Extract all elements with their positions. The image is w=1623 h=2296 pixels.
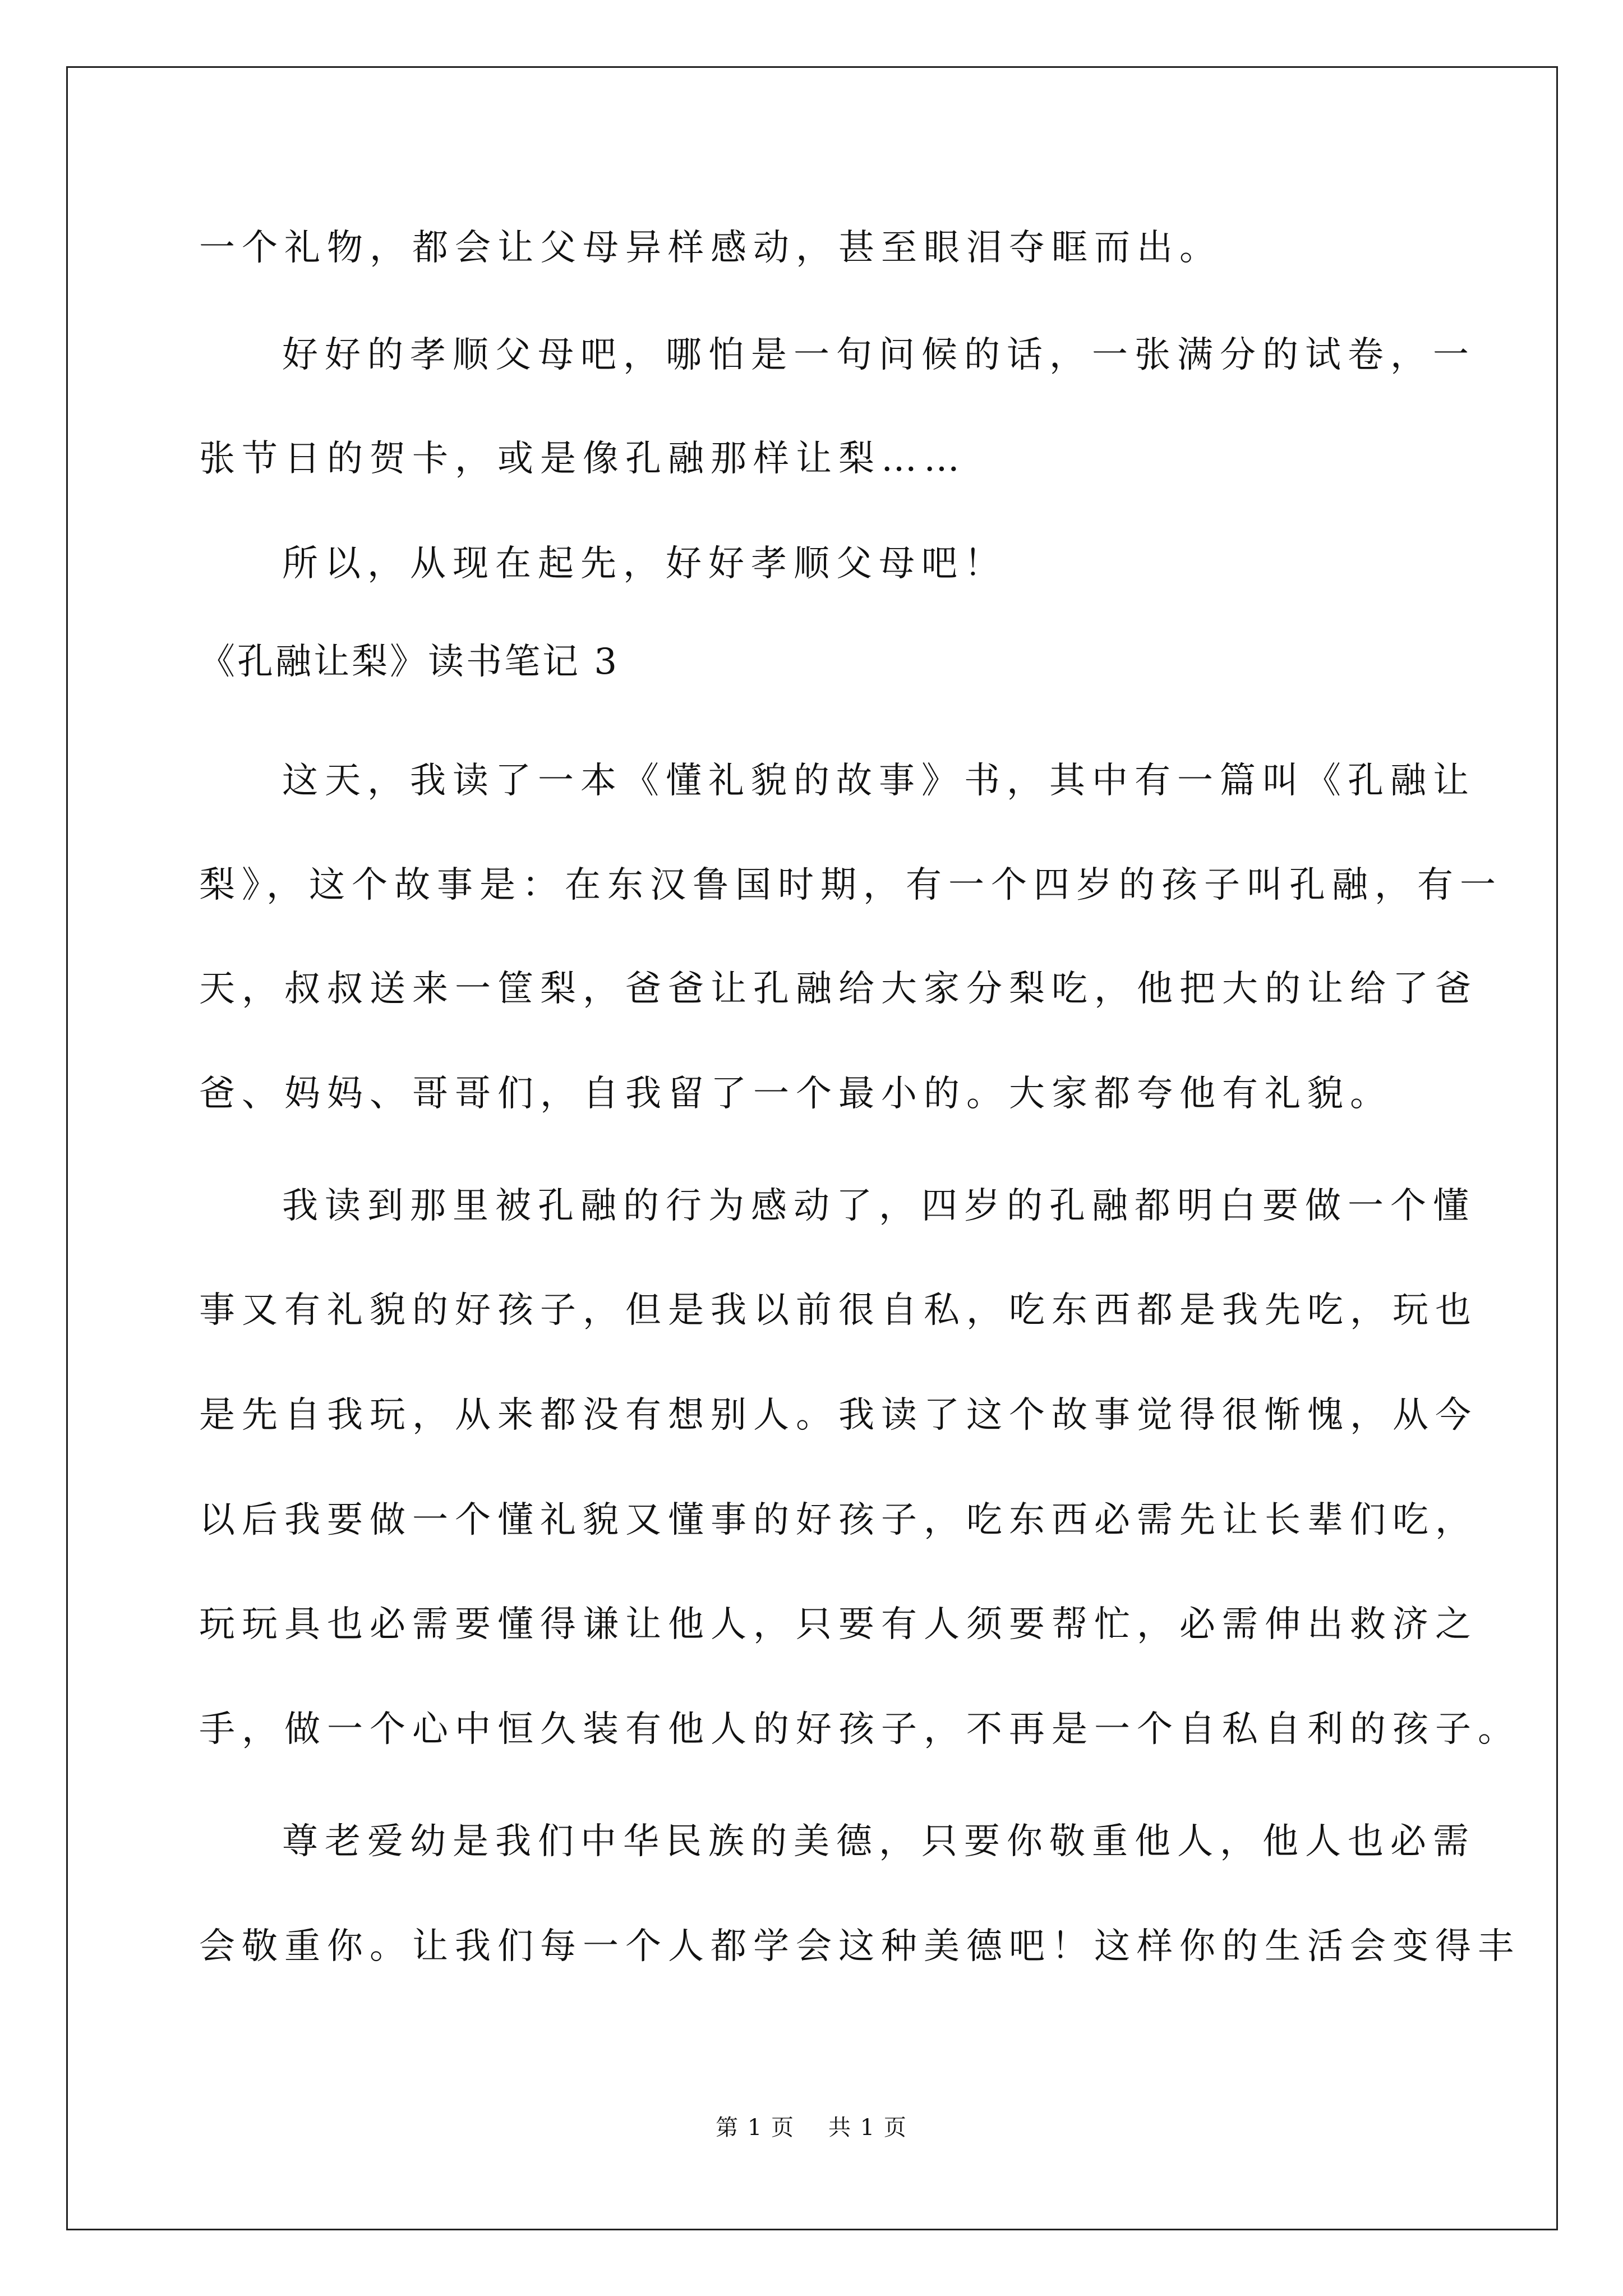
paragraph-line: 这天，我读了一本《懂礼貌的故事》书，其中有一篇叫《孔融让 — [282, 760, 1476, 802]
section-heading: 《孔融让梨》读书笔记 3 — [199, 641, 620, 683]
page-footer — [0, 2114, 1623, 2142]
paragraph-line: 事又有礼貌的好孩子，但是我以前很自私，吃东西都是我先吃，玩也 — [199, 1290, 1478, 1331]
paragraph-line: 天，叔叔送来一筐梨，爸爸让孔融给大家分梨吃，他把大的让给了爸 — [199, 968, 1478, 1010]
paragraph-line: 手，做一个心中恒久装有他人的好孩子，不再是一个自私自利的孩子。 — [199, 1709, 1520, 1750]
paragraph-line: 玩玩具也必需要懂得谦让他人，只要有人须要帮忙，必需伸出救济之 — [199, 1604, 1478, 1645]
paragraph-line: 一个礼物，都会让父母异样感动，甚至眼泪夺眶而出。 — [199, 227, 1222, 269]
paragraph-line: 以后我要做一个懂礼貌又懂事的好孩子，吃东西必需先让长辈们吃， — [199, 1499, 1478, 1541]
page-number: 第 1 页 — [716, 2115, 795, 2141]
paragraph-line: 爸、妈妈、哥哥们，自我留了一个最小的。大家都夸他有礼貌。 — [199, 1073, 1393, 1115]
paragraph-line: 我读到那里被孔融的行为感动了，四岁的孔融都明白要做一个懂 — [282, 1185, 1476, 1227]
paragraph-line: 张节日的贺卡，或是像孔融那样让梨…… — [199, 438, 966, 480]
paragraph-line: 尊老爱幼是我们中华民族的美德，只要你敬重他人，他人也必需 — [282, 1821, 1476, 1862]
paragraph-line: 好好的孝顺父母吧，哪怕是一句问候的话，一张满分的试卷，一 — [282, 334, 1476, 376]
paragraph-line: 所以，从现在起先，好好孝顺父母吧！ — [282, 543, 1007, 585]
paragraph-line: 是先自我玩，从来都没有想别人。我读了这个故事觉得很惭愧，从今 — [199, 1395, 1478, 1436]
paragraph-line: 会敬重你。让我们每一个人都学会这种美德吧！这样你的生活会变得丰 — [199, 1926, 1520, 1967]
paragraph-line: 梨》，这个故事是：在东汉鲁国时期，有一个四岁的孩子叫孔融，有一 — [199, 864, 1502, 906]
page-border — [66, 66, 1558, 2230]
page-total: 共 1 页 — [828, 2115, 907, 2141]
